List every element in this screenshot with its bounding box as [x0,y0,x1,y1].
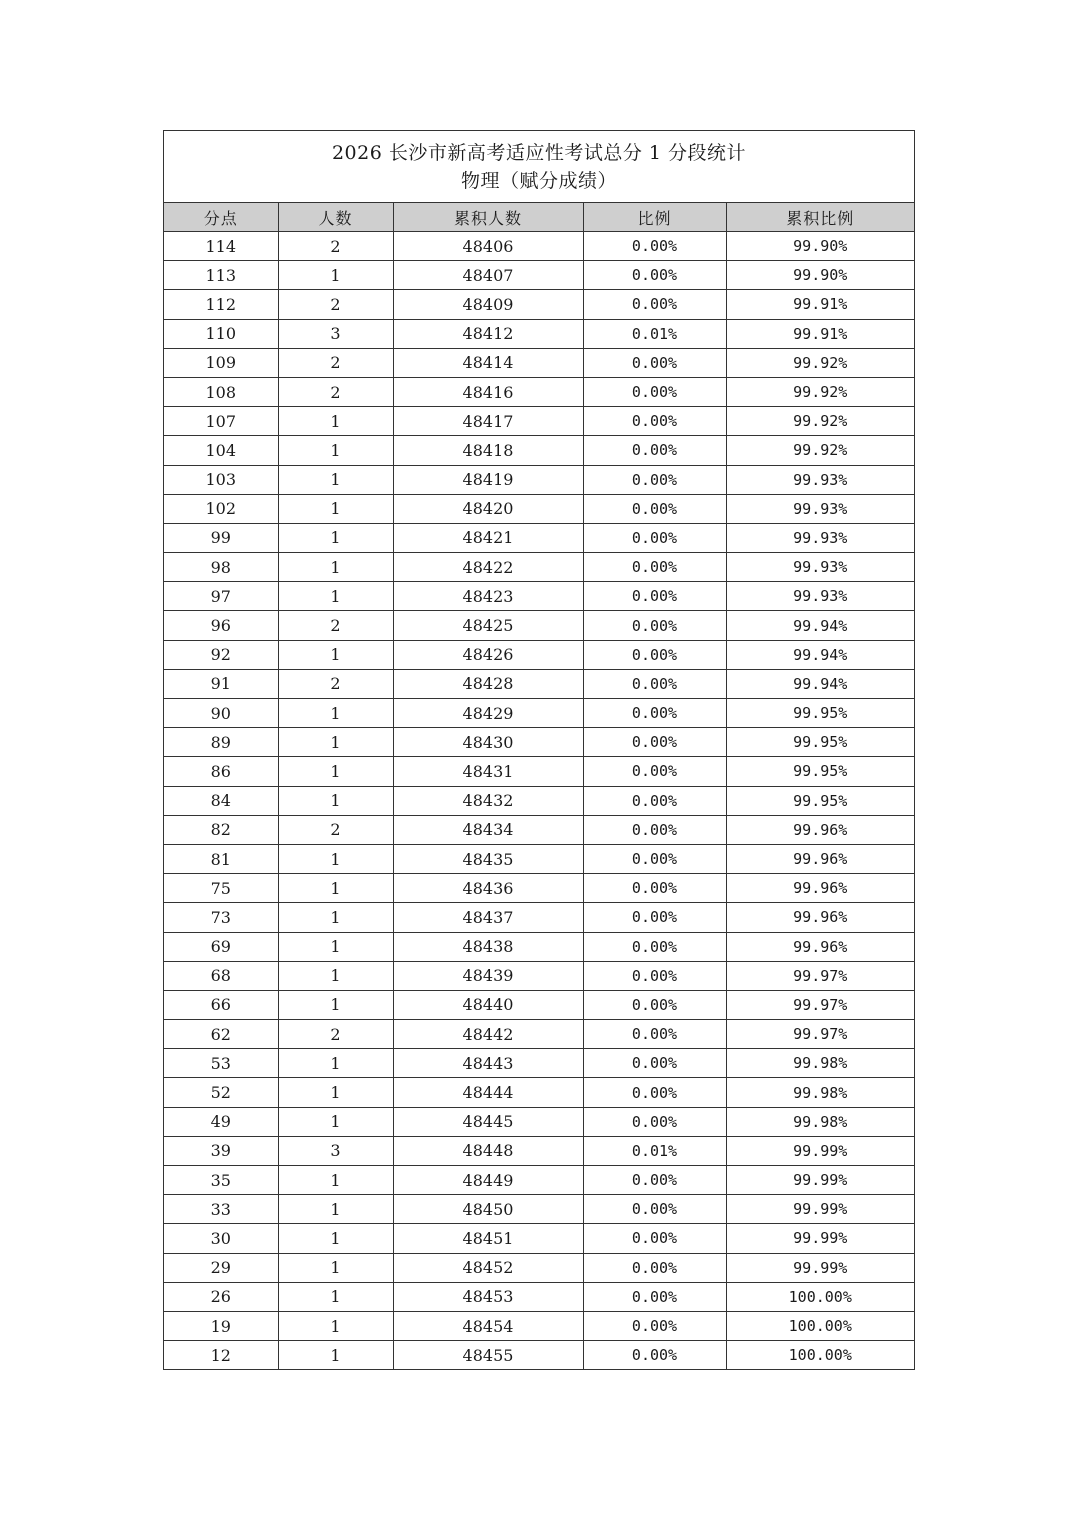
cell-ratio: 0.00% [583,348,726,377]
cell-ratio: 0.00% [583,1253,726,1282]
cell-ratio: 0.00% [583,407,726,436]
header-count: 人数 [278,203,393,232]
cell-cumulative-count: 48442 [393,1020,583,1049]
table-row [164,407,914,436]
cell-count: 1 [278,640,393,669]
cell-cumulative-ratio: 99.94% [726,640,914,669]
score-distribution-sheet [163,130,915,1370]
cell-score: 86 [164,757,278,786]
cell-ratio: 0.00% [583,465,726,494]
cell-ratio: 0.00% [583,436,726,465]
cell-ratio: 0.00% [583,523,726,552]
header-ratio: 比例 [583,203,726,232]
cell-score: 97 [164,582,278,611]
cell-ratio: 0.00% [583,582,726,611]
cell-cumulative-ratio: 99.98% [726,1049,914,1078]
table-row [164,844,914,873]
cell-cumulative-ratio: 99.93% [726,582,914,611]
cell-cumulative-count: 48445 [393,1107,583,1136]
cell-cumulative-ratio: 100.00% [726,1311,914,1340]
cell-score: 52 [164,1078,278,1107]
cell-ratio: 0.00% [583,815,726,844]
cell-cumulative-ratio: 99.98% [726,1107,914,1136]
cell-count: 1 [278,436,393,465]
cell-ratio: 0.00% [583,377,726,406]
cell-count: 1 [278,465,393,494]
cell-score: 29 [164,1253,278,1282]
cell-cumulative-ratio: 99.96% [726,874,914,903]
cell-count: 1 [278,844,393,873]
cell-cumulative-count: 48452 [393,1253,583,1282]
score-table [164,203,914,1369]
cell-ratio: 0.00% [583,990,726,1019]
cell-cumulative-ratio: 99.99% [726,1166,914,1195]
table-row [164,611,914,640]
cell-cumulative-count: 48438 [393,932,583,961]
table-row [164,903,914,932]
header-cumulative-count: 累积人数 [393,203,583,232]
cell-cumulative-count: 48454 [393,1311,583,1340]
cell-count: 1 [278,523,393,552]
table-row [164,1166,914,1195]
cell-cumulative-ratio: 99.97% [726,961,914,990]
cell-cumulative-count: 48431 [393,757,583,786]
cell-count: 1 [278,932,393,961]
table-row [164,786,914,815]
cell-score: 91 [164,669,278,698]
cell-score: 107 [164,407,278,436]
cell-score: 26 [164,1282,278,1311]
cell-count: 1 [278,553,393,582]
table-row [164,1195,914,1224]
cell-cumulative-ratio: 99.95% [726,699,914,728]
cell-cumulative-ratio: 100.00% [726,1341,914,1370]
cell-count: 1 [278,1049,393,1078]
cell-count: 2 [278,232,393,261]
cell-count: 1 [278,582,393,611]
cell-cumulative-ratio: 100.00% [726,1282,914,1311]
cell-cumulative-ratio: 99.99% [726,1195,914,1224]
cell-ratio: 0.00% [583,874,726,903]
cell-score: 39 [164,1136,278,1165]
cell-cumulative-ratio: 99.98% [726,1078,914,1107]
cell-score: 104 [164,436,278,465]
cell-score: 113 [164,261,278,290]
table-row [164,261,914,290]
cell-count: 3 [278,319,393,348]
cell-score: 66 [164,990,278,1019]
table-row [164,523,914,552]
cell-cumulative-ratio: 99.97% [726,1020,914,1049]
cell-score: 62 [164,1020,278,1049]
cell-cumulative-count: 48437 [393,903,583,932]
cell-cumulative-ratio: 99.95% [726,786,914,815]
cell-cumulative-ratio: 99.95% [726,757,914,786]
table-row [164,932,914,961]
cell-cumulative-count: 48428 [393,669,583,698]
cell-count: 1 [278,874,393,903]
table-row [164,669,914,698]
cell-cumulative-ratio: 99.93% [726,494,914,523]
table-row [164,874,914,903]
cell-ratio: 0.01% [583,319,726,348]
cell-score: 33 [164,1195,278,1224]
cell-count: 1 [278,1253,393,1282]
cell-cumulative-ratio: 99.93% [726,553,914,582]
cell-score: 69 [164,932,278,961]
cell-cumulative-count: 48444 [393,1078,583,1107]
cell-cumulative-count: 48407 [393,261,583,290]
table-row [164,757,914,786]
table-row [164,1107,914,1136]
cell-cumulative-ratio: 99.92% [726,348,914,377]
cell-cumulative-count: 48418 [393,436,583,465]
cell-score: 112 [164,290,278,319]
table-row [164,1136,914,1165]
table-header-row [164,203,914,232]
cell-cumulative-count: 48412 [393,319,583,348]
cell-cumulative-ratio: 99.99% [726,1253,914,1282]
cell-count: 1 [278,1282,393,1311]
cell-cumulative-count: 48455 [393,1341,583,1370]
cell-score: 114 [164,232,278,261]
table-row [164,232,914,261]
cell-count: 1 [278,1195,393,1224]
cell-count: 2 [278,377,393,406]
cell-cumulative-ratio: 99.94% [726,611,914,640]
cell-cumulative-ratio: 99.92% [726,436,914,465]
cell-cumulative-count: 48436 [393,874,583,903]
cell-cumulative-count: 48425 [393,611,583,640]
cell-score: 92 [164,640,278,669]
cell-score: 30 [164,1224,278,1253]
cell-cumulative-ratio: 99.94% [726,669,914,698]
cell-count: 1 [278,1107,393,1136]
cell-count: 1 [278,903,393,932]
cell-cumulative-ratio: 99.96% [726,815,914,844]
cell-count: 1 [278,1311,393,1340]
cell-ratio: 0.00% [583,1078,726,1107]
cell-cumulative-count: 48406 [393,232,583,261]
cell-cumulative-ratio: 99.90% [726,232,914,261]
cell-cumulative-count: 48450 [393,1195,583,1224]
cell-score: 68 [164,961,278,990]
cell-count: 2 [278,815,393,844]
header-score: 分点 [164,203,278,232]
table-body [164,232,914,1370]
cell-score: 49 [164,1107,278,1136]
cell-count: 1 [278,699,393,728]
cell-score: 109 [164,348,278,377]
cell-count: 1 [278,990,393,1019]
cell-cumulative-ratio: 99.99% [726,1136,914,1165]
table-row [164,348,914,377]
cell-count: 1 [278,961,393,990]
cell-ratio: 0.00% [583,611,726,640]
cell-cumulative-ratio: 99.96% [726,932,914,961]
table-row [164,465,914,494]
cell-cumulative-count: 48434 [393,815,583,844]
cell-cumulative-ratio: 99.93% [726,523,914,552]
document-subtitle: 物理（赋分成绩） [460,169,617,192]
cell-count: 1 [278,261,393,290]
cell-count: 3 [278,1136,393,1165]
cell-cumulative-count: 48421 [393,523,583,552]
table-row [164,1282,914,1311]
cell-score: 35 [164,1166,278,1195]
cell-cumulative-count: 48409 [393,290,583,319]
cell-score: 108 [164,377,278,406]
cell-cumulative-count: 48423 [393,582,583,611]
cell-ratio: 0.00% [583,669,726,698]
cell-ratio: 0.00% [583,1341,726,1370]
cell-cumulative-count: 48417 [393,407,583,436]
table-row [164,699,914,728]
cell-count: 1 [278,1078,393,1107]
cell-cumulative-ratio: 99.92% [726,407,914,436]
cell-count: 1 [278,786,393,815]
cell-score: 81 [164,844,278,873]
cell-count: 2 [278,611,393,640]
cell-score: 103 [164,465,278,494]
cell-cumulative-count: 48448 [393,1136,583,1165]
cell-cumulative-count: 48429 [393,699,583,728]
table-row [164,553,914,582]
cell-cumulative-ratio: 99.91% [726,290,914,319]
cell-score: 102 [164,494,278,523]
cell-ratio: 0.00% [583,961,726,990]
cell-count: 1 [278,728,393,757]
cell-ratio: 0.00% [583,1195,726,1224]
cell-count: 1 [278,494,393,523]
cell-cumulative-ratio: 99.96% [726,844,914,873]
table-row [164,1078,914,1107]
document-title: 2026 长沙市新高考适应性考试总分 1 分段统计 [331,141,747,164]
cell-ratio: 0.00% [583,553,726,582]
cell-ratio: 0.00% [583,1107,726,1136]
cell-cumulative-count: 48435 [393,844,583,873]
cell-cumulative-ratio: 99.93% [726,465,914,494]
table-row [164,290,914,319]
table-row [164,1311,914,1340]
cell-score: 53 [164,1049,278,1078]
cell-ratio: 0.00% [583,1311,726,1340]
cell-count: 1 [278,1224,393,1253]
cell-count: 2 [278,1020,393,1049]
cell-count: 2 [278,290,393,319]
cell-score: 75 [164,874,278,903]
table-row [164,961,914,990]
cell-ratio: 0.00% [583,903,726,932]
header-cumulative-ratio: 累积比例 [726,203,914,232]
cell-cumulative-count: 48416 [393,377,583,406]
cell-score: 110 [164,319,278,348]
table-row [164,990,914,1019]
cell-cumulative-count: 48419 [393,465,583,494]
table-row [164,815,914,844]
cell-ratio: 0.00% [583,1224,726,1253]
cell-cumulative-ratio: 99.96% [726,903,914,932]
cell-score: 82 [164,815,278,844]
table-row [164,582,914,611]
cell-ratio: 0.00% [583,1166,726,1195]
cell-cumulative-ratio: 99.92% [726,377,914,406]
cell-cumulative-count: 48449 [393,1166,583,1195]
cell-count: 1 [278,757,393,786]
table-row [164,640,914,669]
cell-score: 90 [164,699,278,728]
cell-count: 2 [278,669,393,698]
cell-ratio: 0.00% [583,932,726,961]
cell-count: 2 [278,348,393,377]
cell-cumulative-count: 48420 [393,494,583,523]
cell-cumulative-ratio: 99.90% [726,261,914,290]
cell-ratio: 0.00% [583,1049,726,1078]
cell-ratio: 0.00% [583,786,726,815]
table-row [164,1020,914,1049]
cell-ratio: 0.00% [583,699,726,728]
cell-cumulative-count: 48453 [393,1282,583,1311]
table-row [164,728,914,757]
cell-count: 1 [278,1166,393,1195]
table-row [164,1253,914,1282]
cell-cumulative-count: 48443 [393,1049,583,1078]
cell-score: 19 [164,1311,278,1340]
table-row [164,1224,914,1253]
cell-ratio: 0.00% [583,232,726,261]
cell-score: 99 [164,523,278,552]
cell-cumulative-count: 48414 [393,348,583,377]
cell-cumulative-count: 48430 [393,728,583,757]
cell-ratio: 0.00% [583,494,726,523]
title-block [164,131,914,203]
cell-score: 96 [164,611,278,640]
cell-score: 12 [164,1341,278,1370]
cell-cumulative-ratio: 99.97% [726,990,914,1019]
cell-count: 1 [278,1341,393,1370]
table-row [164,494,914,523]
cell-cumulative-ratio: 99.99% [726,1224,914,1253]
cell-ratio: 0.00% [583,1282,726,1311]
cell-cumulative-count: 48440 [393,990,583,1019]
table-row [164,1049,914,1078]
cell-ratio: 0.00% [583,261,726,290]
cell-score: 89 [164,728,278,757]
cell-ratio: 0.00% [583,757,726,786]
cell-cumulative-ratio: 99.91% [726,319,914,348]
cell-ratio: 0.01% [583,1136,726,1165]
cell-ratio: 0.00% [583,844,726,873]
cell-ratio: 0.00% [583,290,726,319]
table-row [164,436,914,465]
cell-score: 73 [164,903,278,932]
cell-cumulative-ratio: 99.95% [726,728,914,757]
cell-count: 1 [278,407,393,436]
cell-cumulative-count: 48426 [393,640,583,669]
cell-ratio: 0.00% [583,1020,726,1049]
cell-cumulative-count: 48451 [393,1224,583,1253]
table-row [164,377,914,406]
cell-ratio: 0.00% [583,728,726,757]
cell-score: 84 [164,786,278,815]
cell-cumulative-count: 48439 [393,961,583,990]
cell-score: 98 [164,553,278,582]
table-row [164,1341,914,1370]
cell-cumulative-count: 48432 [393,786,583,815]
cell-ratio: 0.00% [583,640,726,669]
table-row [164,319,914,348]
cell-cumulative-count: 48422 [393,553,583,582]
